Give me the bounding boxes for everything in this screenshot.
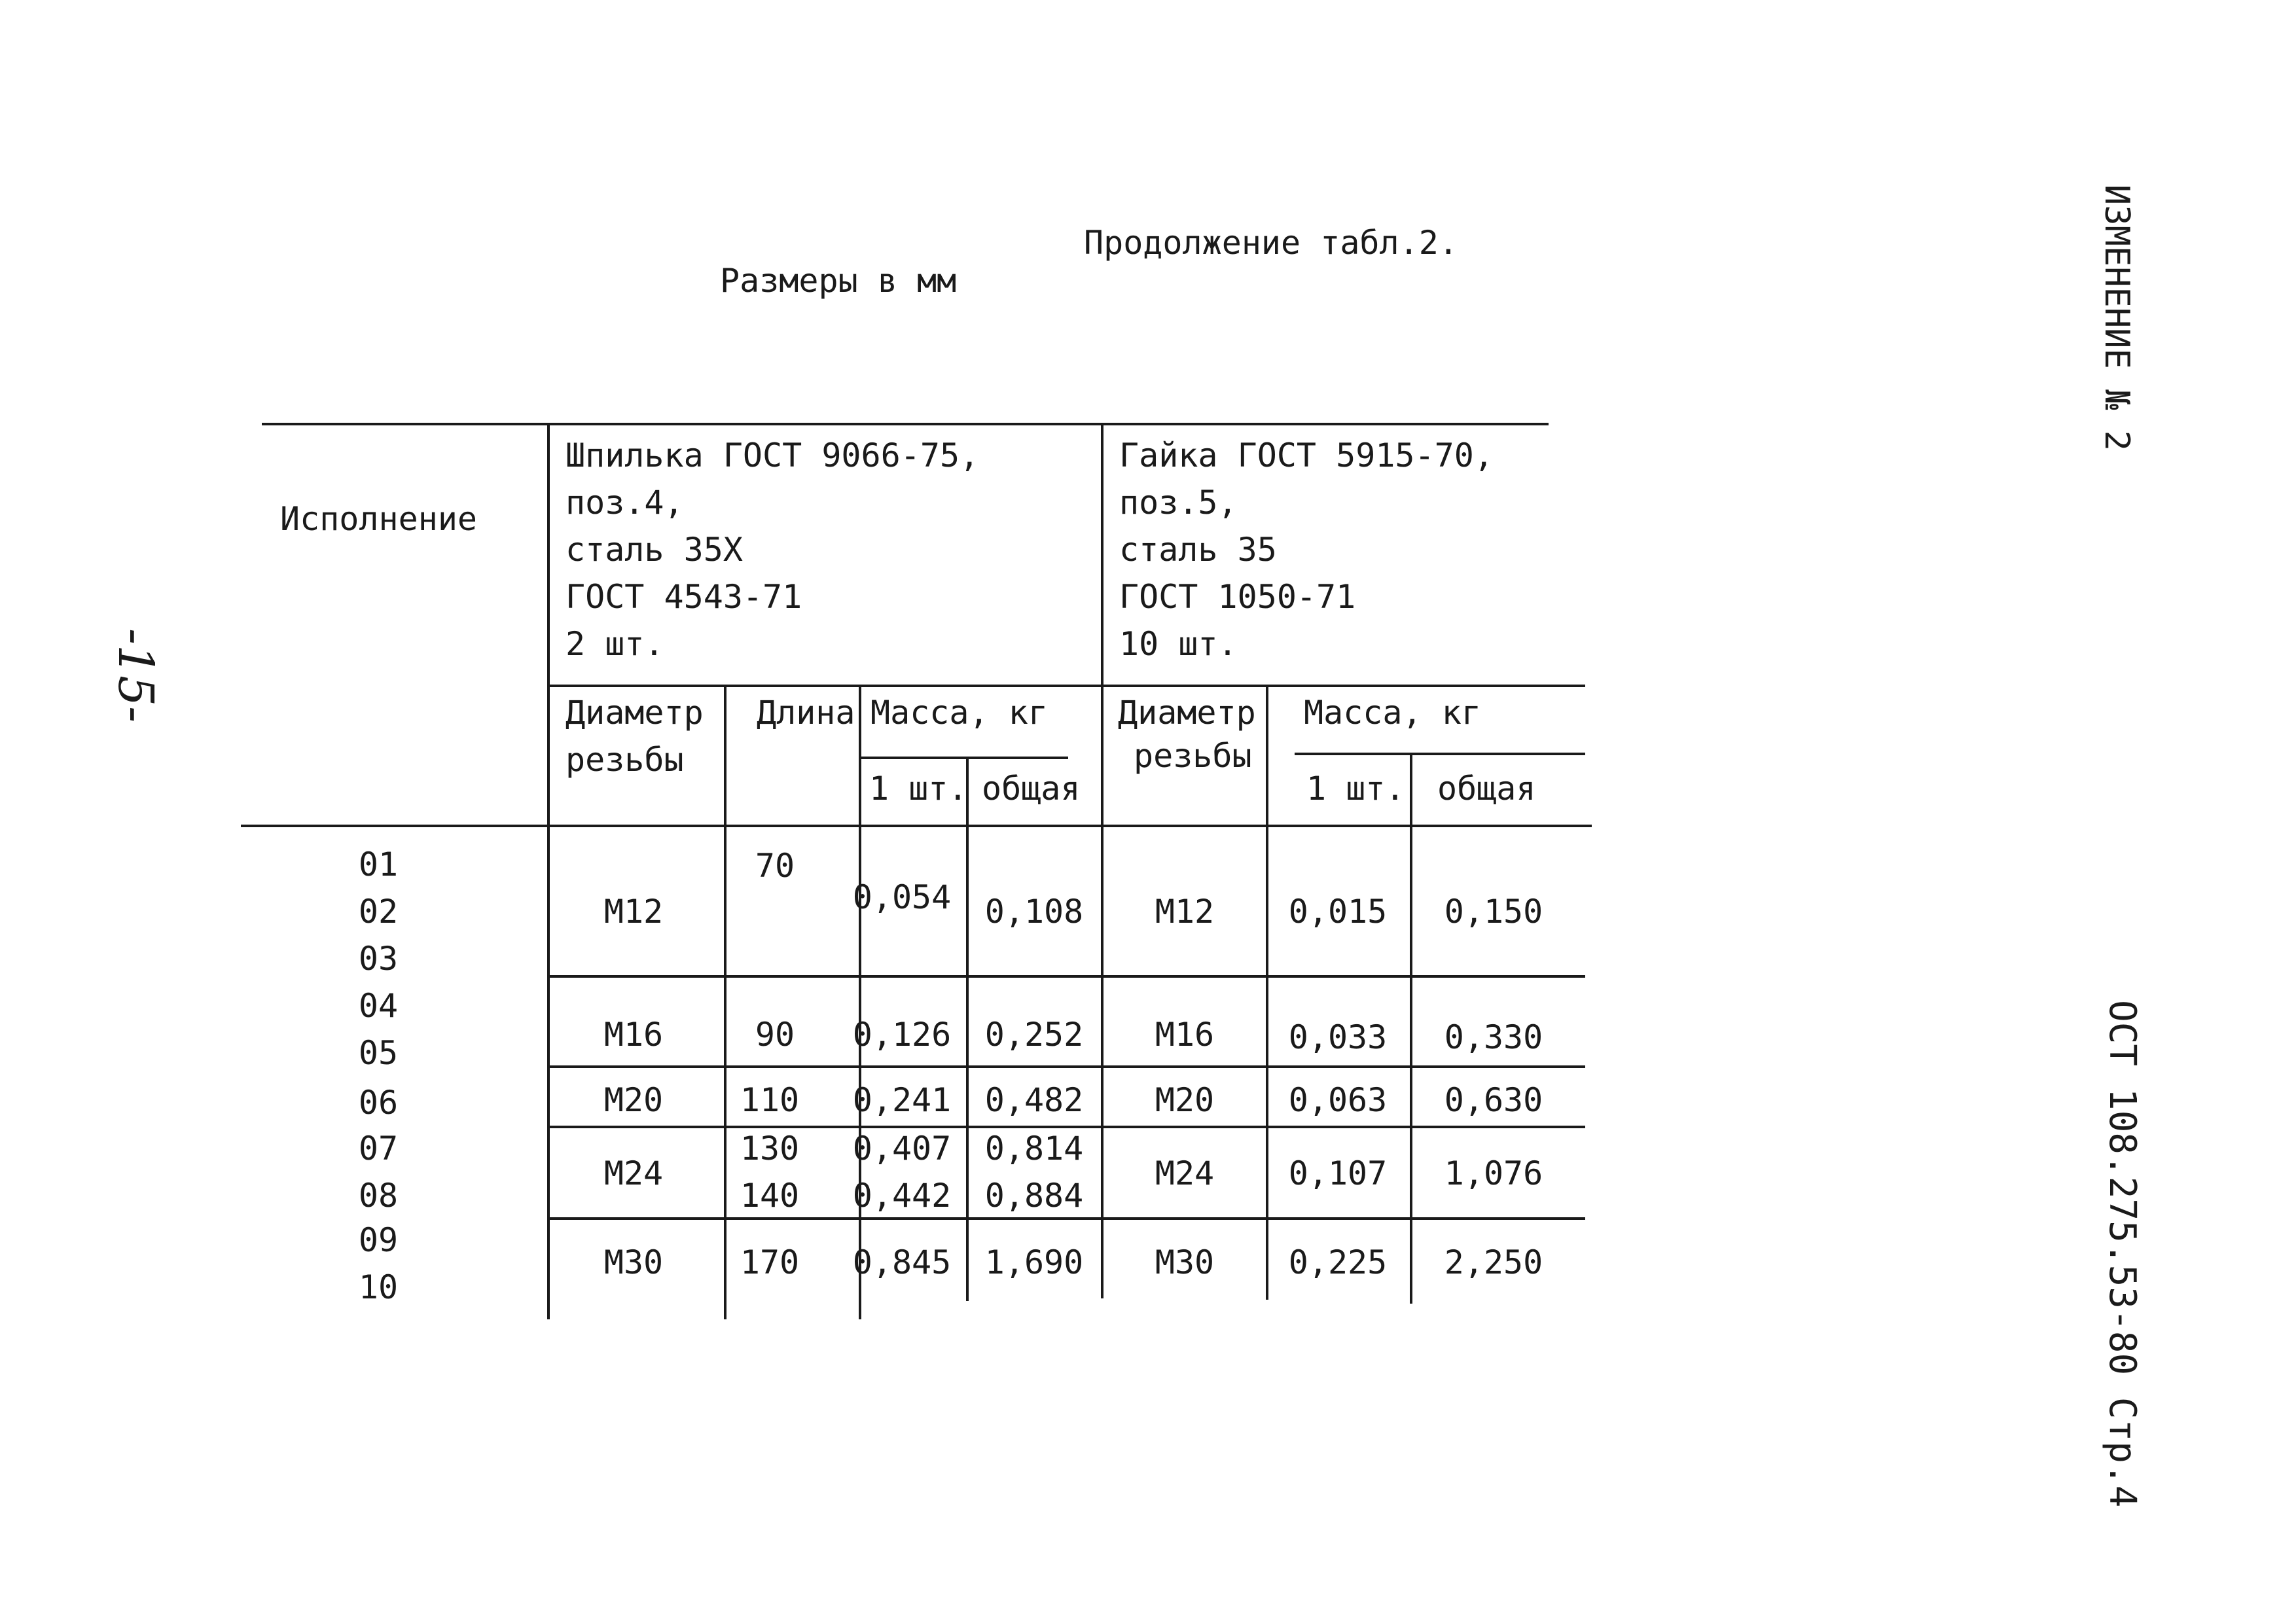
nut-thread: М30	[1155, 1243, 1215, 1281]
nut-thread-header: Диаметр	[1118, 694, 1256, 732]
stud-length: 110	[740, 1081, 800, 1119]
stud-thread: М24	[603, 1154, 664, 1192]
stud-thread-header: резьбы	[565, 741, 684, 779]
nut-mass-total: 0,150	[1444, 893, 1543, 931]
nut-mass-one: 0,033	[1288, 1018, 1388, 1056]
stud-thread: М20	[603, 1081, 664, 1119]
nut-mass-header: Масса, кг	[1304, 694, 1481, 732]
stud-mass-one: 0,407	[852, 1130, 952, 1168]
page-number: -15-	[107, 628, 164, 723]
stud-thread: М30	[603, 1243, 664, 1281]
stud-mass-one: 0,126	[852, 1016, 952, 1054]
stud-length: 90	[755, 1016, 795, 1054]
nut-title-line: Гайка ГОСТ 5915-70,	[1119, 437, 1494, 474]
stud-length: 130	[740, 1130, 800, 1168]
stud-length: 170	[740, 1243, 800, 1281]
nut-title-line: ГОСТ 1050-71	[1119, 578, 1356, 616]
stud-title-line: сталь 35Х	[565, 531, 743, 569]
stud-mass-one: 0,845	[852, 1243, 952, 1281]
nut-mass-one: 0,225	[1288, 1243, 1388, 1281]
stud-thread-header: Диаметр	[565, 694, 704, 732]
stud-title-line: 2 шт.	[565, 625, 664, 663]
execution-number: 05	[358, 1034, 399, 1072]
stud-mass-one-header: 1 шт.	[869, 770, 968, 808]
stud-thread: М12	[603, 893, 664, 931]
document-code: ОСТ 108.275.53-80 Стр.4	[2101, 1000, 2144, 1508]
change-label: ИЗМЕНЕНИЕ № 2	[2097, 185, 2136, 451]
nut-title-line: 10 шт.	[1119, 625, 1238, 663]
stud-mass-one: 0,241	[852, 1081, 952, 1119]
stud-length: 70	[755, 847, 795, 885]
stud-mass-one: 0,054	[852, 878, 952, 916]
nut-mass-total: 2,250	[1444, 1243, 1543, 1281]
nut-mass-total: 1,076	[1444, 1154, 1543, 1192]
stud-mass-total-header: общая	[982, 770, 1081, 808]
units-caption: Размеры в мм	[720, 262, 957, 300]
stud-mass-total: 0,814	[984, 1130, 1084, 1168]
stud-title-line: Шпилька ГОСТ 9066-75,	[565, 437, 980, 474]
stud-thread: М16	[603, 1016, 664, 1054]
execution-number: 08	[358, 1177, 399, 1215]
execution-number: 10	[358, 1268, 399, 1306]
stud-mass-total: 0,252	[984, 1016, 1084, 1054]
execution-number: 04	[358, 987, 399, 1025]
nut-mass-total: 0,630	[1444, 1081, 1543, 1119]
nut-title-line: сталь 35	[1119, 531, 1277, 569]
nut-thread: М16	[1155, 1016, 1215, 1054]
nut-mass-one: 0,063	[1288, 1081, 1388, 1119]
continuation-caption: Продолжение табл.2.	[1084, 224, 1458, 262]
stud-mass-total: 0,884	[984, 1177, 1084, 1215]
execution-number: 09	[358, 1221, 399, 1259]
execution-number: 06	[358, 1084, 399, 1122]
stud-mass-total: 0,108	[984, 893, 1084, 931]
stud-mass-one: 0,442	[852, 1177, 952, 1215]
execution-number: 02	[358, 893, 399, 931]
header-execution: Исполнение	[280, 500, 478, 538]
nut-mass-one: 0,015	[1288, 893, 1388, 931]
nut-thread-header: резьбы	[1134, 737, 1252, 775]
stud-mass-header: Масса, кг	[870, 694, 1048, 732]
stud-length: 140	[740, 1177, 800, 1215]
stud-mass-total: 1,690	[984, 1243, 1084, 1281]
nut-title-line: поз.5,	[1119, 484, 1238, 522]
nut-mass-one-header: 1 шт.	[1306, 770, 1405, 808]
nut-thread: М12	[1155, 893, 1215, 931]
stud-mass-total: 0,482	[984, 1081, 1084, 1119]
execution-number: 07	[358, 1130, 399, 1168]
nut-thread: М20	[1155, 1081, 1215, 1119]
stud-length-header: Длина	[757, 694, 855, 732]
execution-number: 01	[358, 846, 399, 883]
nut-mass-total: 0,330	[1444, 1018, 1543, 1056]
execution-number: 03	[358, 940, 399, 978]
nut-thread: М24	[1155, 1154, 1215, 1192]
nut-mass-total-header: общая	[1437, 770, 1536, 808]
stud-title-line: ГОСТ 4543-71	[565, 578, 802, 616]
stud-title-line: поз.4,	[565, 484, 684, 522]
nut-mass-one: 0,107	[1288, 1154, 1388, 1192]
